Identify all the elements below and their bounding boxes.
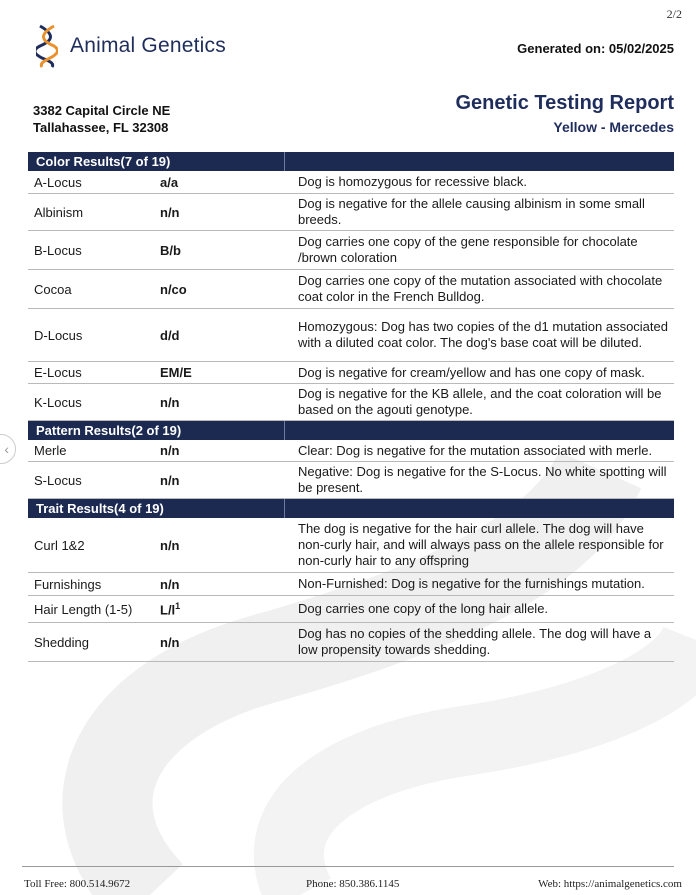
- result-row: [28, 573, 674, 596]
- dna-helix-icon: [36, 24, 58, 68]
- locus-name: Furnishings: [34, 576, 102, 592]
- genotype-value: n/n: [160, 576, 180, 592]
- footer-web-link[interactable]: Web: https://animalgenetics.com: [538, 878, 682, 890]
- result-row: [28, 518, 674, 573]
- section-header-pattern: Pattern Results(2 of 19): [28, 421, 674, 440]
- footer-phone: Phone: 850.386.1145: [306, 878, 400, 890]
- section-header-color: Color Results(7 of 19): [28, 152, 674, 171]
- result-description: The dog is negative for the hair curl allele. The dog will have non-curly hair, and will always pass on the allele responsible for non-curly hair to any offspring: [298, 521, 664, 568]
- locus-name: D-Locus: [34, 327, 83, 343]
- genotype-cell: [160, 635, 284, 650]
- report-subtitle: Yellow - Mercedes: [553, 119, 674, 135]
- generated-date: [517, 41, 674, 56]
- locus-name: Merle: [34, 443, 67, 458]
- genotype-value: n/n: [160, 634, 180, 650]
- result-description: Dog is negative for cream/yellow and has one copy of mask.: [298, 364, 645, 380]
- result-row: [28, 309, 674, 362]
- result-description: Dog carries one copy of the gene responsible for chocolate /brown coloration: [298, 234, 638, 265]
- result-row: [28, 462, 674, 499]
- genotype-value: L/l: [160, 602, 176, 618]
- result-row: [28, 596, 674, 623]
- results-table: [28, 152, 674, 662]
- locus-name: B-Locus: [34, 242, 82, 258]
- genotype-cell: [160, 443, 284, 458]
- genotype-cell: [160, 395, 284, 410]
- locus-name: E-Locus: [34, 365, 82, 380]
- genotype-cell: [160, 473, 284, 488]
- result-description: Dog is negative for the allele causing albinism in some small breeds.: [298, 196, 645, 227]
- result-row: [28, 362, 674, 384]
- report-heading: [455, 92, 674, 135]
- result-row: [28, 270, 674, 309]
- generated-value: 05/02/2025: [608, 41, 674, 56]
- genotype-value: n/n: [160, 443, 180, 458]
- footer-toll-free: Toll Free: 800.514.9672: [24, 878, 131, 890]
- genotype-cell: [160, 243, 284, 258]
- genotype-cell: [160, 601, 284, 617]
- result-row: [28, 231, 674, 270]
- genotype-value: n/n: [160, 204, 180, 220]
- result-row: [28, 171, 674, 194]
- genotype-superscript: 1: [175, 600, 181, 611]
- section-header-trait: Trait Results(4 of 19): [28, 499, 674, 518]
- locus-name: Hair Length (1-5): [34, 601, 133, 617]
- genotype-cell: [160, 205, 284, 220]
- genotype-value: n/co: [160, 281, 187, 297]
- genotype-value: n/n: [160, 394, 180, 410]
- locus-name: Cocoa: [34, 281, 72, 297]
- result-description: Clear: Dog is negative for the mutation associated with merle.: [298, 442, 653, 458]
- genotype-value: n/n: [160, 537, 180, 553]
- result-description: Non-Furnished: Dog is negative for the furnishings mutation.: [298, 576, 645, 591]
- genotype-value: B/b: [160, 242, 181, 258]
- result-description: Negative: Dog is negative for the S-Locus. No white spotting will be present.: [298, 464, 667, 495]
- page-number: 2/2: [666, 7, 682, 21]
- genotype-cell: [160, 282, 284, 297]
- result-description: Dog is homozygous for recessive black.: [298, 174, 528, 189]
- generated-label: Generated on:: [517, 41, 606, 56]
- genotype-cell: [160, 175, 284, 190]
- brand-name: Animal Genetics: [70, 34, 226, 57]
- genotype-cell: [160, 538, 284, 553]
- brand-logo[interactable]: [36, 24, 226, 68]
- locus-name: A-Locus: [34, 174, 82, 190]
- locus-name: Curl 1&2: [34, 537, 85, 553]
- genotype-cell: [160, 365, 284, 380]
- footer-divider: [22, 866, 674, 867]
- report-title: Genetic Testing Report: [455, 92, 674, 114]
- result-description: Dog carries one copy of the mutation associated with chocolate coat color in the French Bulldog.: [298, 273, 663, 304]
- locus-name: Shedding: [34, 634, 89, 650]
- genotype-value: n/n: [160, 472, 180, 488]
- result-description: Dog is negative for the KB allele, and the coat coloration will be based on the agouti genotype.: [298, 386, 662, 417]
- result-description: Dog has no copies of the shedding allele. The dog will have a low propensity towards shedding.: [298, 626, 652, 657]
- result-row: [28, 440, 674, 462]
- locus-name: Albinism: [34, 204, 84, 220]
- locus-name: K-Locus: [34, 394, 82, 410]
- result-description: Dog carries one copy of the long hair allele.: [298, 601, 549, 616]
- genotype-cell: [160, 328, 284, 343]
- genotype-value: d/d: [160, 327, 180, 343]
- genotype-cell: [160, 577, 284, 592]
- locus-name: S-Locus: [34, 472, 82, 488]
- result-row: [28, 623, 674, 662]
- address-line1: 3382 Capital Circle NE: [33, 103, 171, 118]
- result-description: Homozygous: Dog has two copies of the d1 mutation associated with a diluted coat color. The dog's base coat will be diluted.: [298, 319, 668, 350]
- chevron-left-icon[interactable]: ‹: [0, 434, 16, 464]
- address-line2: Tallahassee, FL 32308: [33, 120, 169, 135]
- result-row: [28, 384, 674, 421]
- genotype-value: EM/E: [160, 365, 192, 380]
- genotype-value: a/a: [160, 174, 179, 190]
- result-row: [28, 194, 674, 231]
- lab-address: [33, 102, 170, 136]
